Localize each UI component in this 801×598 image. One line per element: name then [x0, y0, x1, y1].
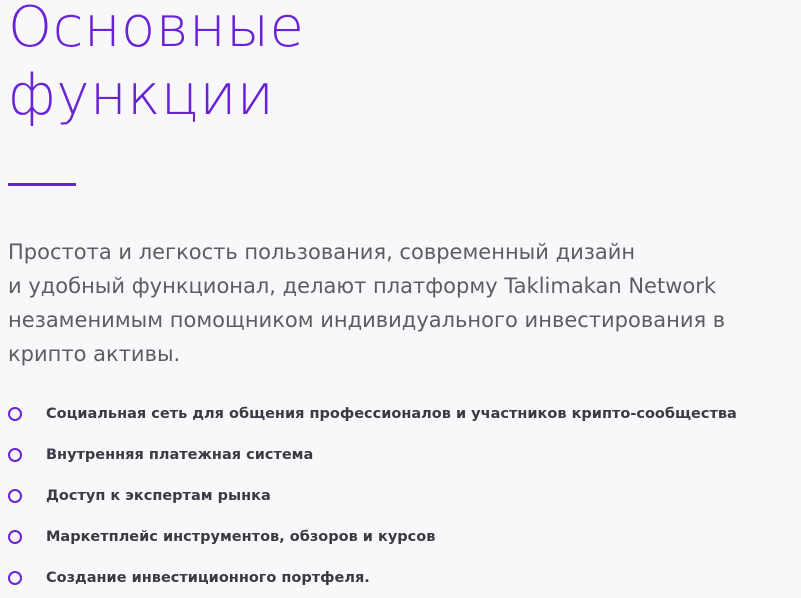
page-title-line-1: Основные: [8, 0, 305, 60]
circle-outline-icon: [8, 407, 22, 421]
circle-outline-icon: [8, 448, 22, 462]
feature-item-market-experts: [8, 475, 737, 516]
page-title-line-2: функции: [8, 63, 275, 128]
feature-list: [8, 393, 737, 598]
intro-paragraph: [8, 235, 801, 371]
intro-line-4: крипто активы.: [8, 342, 181, 366]
feature-label: Маркетплейс инструментов, обзоров и курсов: [46, 528, 436, 545]
circle-outline-icon: [8, 530, 22, 544]
title-divider: [8, 183, 76, 186]
intro-line-2: и удобный функционал, делают платформу Taklimakan Network: [8, 274, 717, 298]
feature-item-portfolio: [8, 557, 737, 598]
intro-line-3: незаменимым помощником индивидуального инвестирования в: [8, 308, 726, 332]
feature-label: Создание инвестиционного портфеля.: [46, 569, 370, 586]
feature-item-social-network: [8, 393, 737, 434]
feature-label: Доступ к экспертам рынка: [46, 487, 271, 504]
circle-outline-icon: [8, 489, 22, 503]
circle-outline-icon: [8, 571, 22, 585]
page-title: [8, 0, 304, 130]
feature-label: Социальная сеть для общения профессионалов и участников крипто-сообщества: [46, 405, 737, 422]
feature-item-marketplace: [8, 516, 737, 557]
feature-item-payment-system: [8, 434, 737, 475]
feature-label: Внутренняя платежная система: [46, 446, 314, 463]
intro-line-1: Простота и легкость пользования, современный дизайн: [8, 240, 636, 264]
